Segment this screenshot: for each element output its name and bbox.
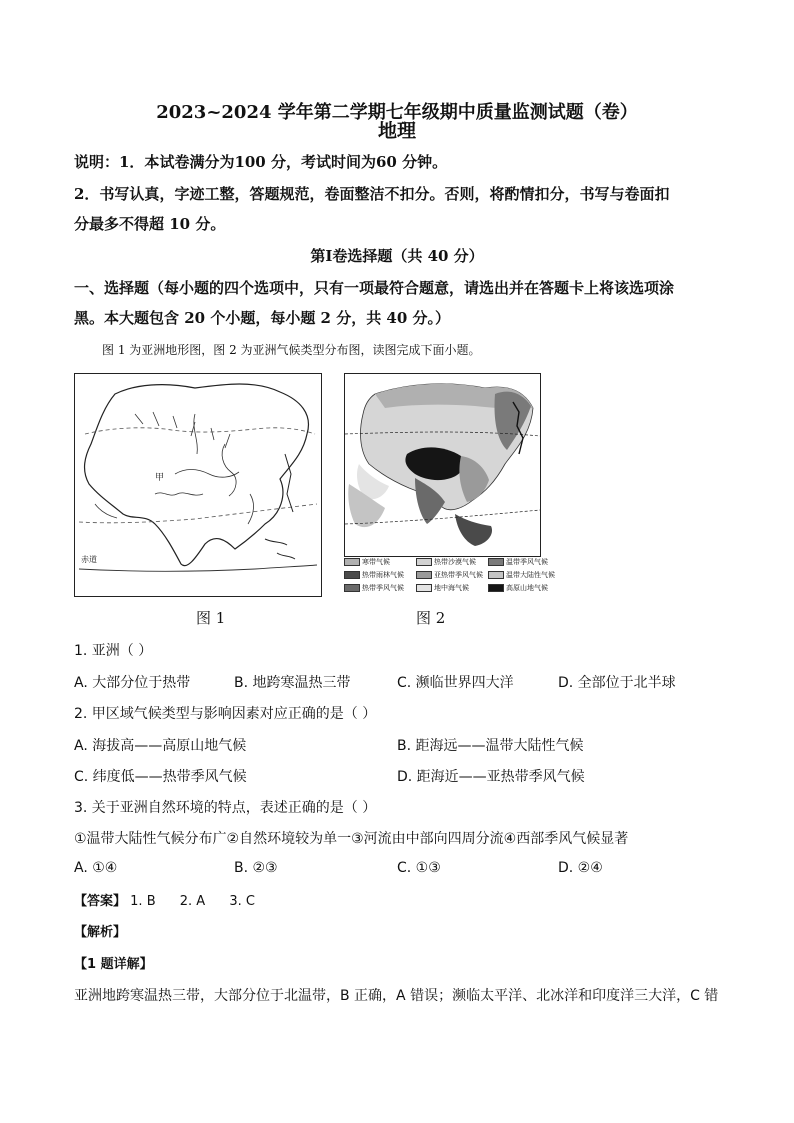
legend-item <box>344 557 412 567</box>
instruction-line-2: 2．书写认真，字迹工整，答题规范，卷面整洁不扣分。否则，将酌情扣分，书写与卷面扣 <box>74 185 670 203</box>
legend-swatch <box>344 571 360 579</box>
question-2-stem: 2. 甲区域气候类型与影响因素对应正确的是（ ） <box>74 706 377 722</box>
legend-item <box>416 557 484 567</box>
question-1-option-c: C. 濒临世界四大洋 <box>397 675 514 691</box>
instruction-line-3: 分最多不得超 10 分。 <box>74 215 226 233</box>
legend-swatch <box>416 571 432 579</box>
legend-item <box>488 570 556 580</box>
answer-row <box>74 890 255 909</box>
legend-label: 温带季风气候 <box>506 558 548 566</box>
legend-label: 寒带气候 <box>362 558 390 566</box>
exam-title: 2023~2024 学年第二学期七年级期中质量监测试题（卷） <box>156 102 638 123</box>
legend-label: 热带雨林气候 <box>362 571 404 579</box>
legend-swatch <box>488 571 504 579</box>
section-intro-2: 黑。本大题包含 20 个小题，每小题 2 分，共 40 分。） <box>74 309 451 327</box>
legend-swatch <box>344 558 360 566</box>
equator-label: 赤道 <box>81 555 97 564</box>
asia-climate-map <box>344 373 541 557</box>
question-3-stem: 3. 关于亚洲自然环境的特点，表述正确的是（ ） <box>74 800 377 816</box>
legend-item <box>416 583 484 593</box>
legend-swatch <box>488 584 504 592</box>
legend-label: 温带大陆性气候 <box>506 571 555 579</box>
answer-2: 2. A <box>179 894 206 909</box>
legend-swatch <box>344 584 360 592</box>
question-3-option-b: B. ②③ <box>234 860 278 876</box>
asia-terrain-map <box>74 373 322 597</box>
climate-map-drawing <box>345 374 540 556</box>
region-jia-label: 甲 <box>155 473 165 483</box>
answer-3: 3. C <box>229 894 255 909</box>
legend-swatch <box>488 558 504 566</box>
answer-1: 1. B <box>130 894 156 909</box>
question-1-stem: 1. 亚洲（ ） <box>74 643 153 659</box>
figure-2-caption: 图 2 <box>416 609 446 627</box>
analysis-label: 【解析】 <box>74 925 127 940</box>
legend-item <box>344 570 412 580</box>
question-1-option-d: D. 全部位于北半球 <box>558 675 676 691</box>
legend-swatch <box>416 584 432 592</box>
question-3-option-a: A. ①④ <box>74 860 118 876</box>
legend-item <box>488 557 556 567</box>
answer-label: 【答案】 <box>74 894 127 909</box>
section-intro-1: 一、选择题（每小题的四个选项中，只有一项最符合题意，请选出并在答题卡上将该选项涂 <box>74 279 675 297</box>
figure-intro: 图 1 为亚洲地形图，图 2 为亚洲气候类型分布图，读图完成下面小题。 <box>102 343 481 357</box>
question-2-option-b: B. 距海远——温带大陆性气候 <box>397 738 584 754</box>
climate-legend <box>344 557 556 593</box>
legend-item <box>488 583 556 593</box>
analysis-text: 亚洲地跨寒温热三带，大部分位于北温带，B 正确，A 错误；濒临太平洋、北冰洋和印度洋三大洋，C 错 <box>74 988 719 1004</box>
question-3-option-c: C. ①③ <box>397 860 441 876</box>
question-3-option-d: D. ②④ <box>558 860 603 876</box>
legend-swatch <box>416 558 432 566</box>
question-2-option-d: D. 距海近——亚热带季风气候 <box>397 769 585 785</box>
legend-label: 地中海气候 <box>434 584 469 592</box>
analysis-detail-label: 【1 题详解】 <box>74 957 153 972</box>
question-2-option-a: A. 海拔高——高原山地气候 <box>74 738 247 754</box>
legend-label: 亚热带季风气候 <box>434 571 483 579</box>
question-1-option-a: A. 大部分位于热带 <box>74 675 191 691</box>
figure-1-caption: 图 1 <box>196 609 226 627</box>
legend-label: 热带季风气候 <box>362 584 404 592</box>
instruction-line-1: 说明：1．本试卷满分为100 分，考试时间为60 分钟。 <box>74 153 448 171</box>
legend-label: 高原山地气候 <box>506 584 548 592</box>
legend-item <box>416 570 484 580</box>
question-2-option-c: C. 纬度低——热带季风气候 <box>74 769 247 785</box>
subject-title: 地理 <box>377 120 416 142</box>
question-1-option-b: B. 地跨寒温热三带 <box>234 675 351 691</box>
section-title: 第Ⅰ卷选择题（共 40 分） <box>310 247 484 265</box>
legend-item <box>344 583 412 593</box>
legend-label: 热带沙漠气候 <box>434 558 476 566</box>
question-3-statements: ①温带大陆性气候分布广②自然环境较为单一③河流由中部向四周分流④西部季风气候显著 <box>74 831 629 847</box>
terrain-map-drawing <box>75 374 321 596</box>
